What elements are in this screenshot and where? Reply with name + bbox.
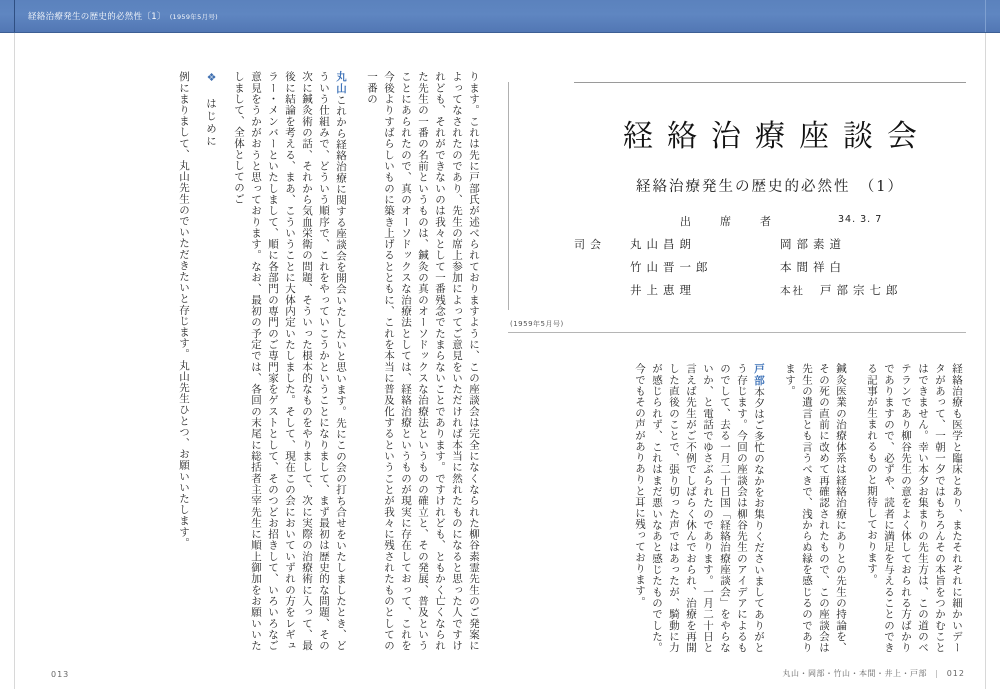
roster-role: 司会 (574, 238, 606, 251)
left-page-speech-block-1 (230, 71, 349, 651)
left-page-paragraph-tail: 例にまりまして、丸山先生のでいただきたいと存じます。丸山先生ひとつ、お願いいたします。 (178, 71, 190, 549)
title-rule-vertical (508, 82, 509, 310)
column-gap (849, 363, 863, 364)
left-page (14, 33, 500, 689)
roster-affiliation: 本社 (780, 285, 805, 297)
roster-row (574, 259, 966, 282)
article-title: 経絡治療座談会 (623, 119, 931, 154)
column-gap (349, 71, 363, 72)
session-date: 34. 3. 7 (838, 214, 883, 225)
roster-name-left: 丸山昌朗 (630, 237, 696, 251)
title-rule-bottom (508, 332, 966, 333)
issue-note: (1959年5月号) (510, 320, 564, 328)
column-gap (767, 363, 781, 364)
roster-name-left: 竹山晋一郎 (630, 260, 713, 274)
folio-left: 013 (51, 670, 70, 679)
page-header-banner (0, 0, 1000, 33)
right-page-paragraph-3: 経絡治療も医学と臨床とあり、またそれぞれに細かいデータがあって、一朝一夕ではもちろんその本旨をつかむことはできません。幸い本夕お集まりの先生方は、この道のベテランであり柳谷先生の意をよく体しておられる方ばかりでありますので、必ずや、読者に満足を与えることのできる記事が生まれるものと期待しております。 (866, 363, 963, 653)
banner-inner-frame (14, 0, 986, 32)
left-page-paragraph-1: これから経絡治療に関する座談会を開会いたしたいと思います。先にこの会の打ち合せをいたしましたとき、どういう仕組みで、どういう順序で、これをやっていこうかということになりまして、まず最初は歴史的な問題、その次に鍼灸術の話、それから気血栄衛の問題、そういった根本的なものをやりまして、次に実際の治療術に入って、最後に結論を考える、まあ、こういうことに大体内定いたしました。そして、現在この会においていずれの方をレギュラー・メンバーといたしまして、順に各部門の専門のご専門家をゲストとして、そのつどお招きして、いろいろなご意見をうかがおうと思っております。なお、最初の予定では、各回の末尾に総括者主宰先生に順上御加をお願いいたしまして、全体としてのご (233, 71, 347, 652)
section-heading-label: はじめに (205, 98, 217, 148)
right-page-speech-block (631, 363, 767, 653)
right-page-text-flow (631, 363, 965, 653)
roster-row (574, 282, 966, 305)
book-spread (0, 33, 1000, 689)
article-subtitle: 経絡治療発生の歴史的必然性 （1） (636, 179, 904, 195)
roster-name-right: 岡部素道 (780, 237, 846, 251)
diamond-ornament-icon: ❖ (205, 71, 218, 86)
roster-name-left: 井上恵理 (630, 283, 696, 297)
speaker-label-tobe: 戸部 (753, 363, 765, 387)
right-page (500, 33, 986, 689)
banner-issue-note: (1959年5月号) (169, 13, 218, 21)
roster-row (574, 236, 966, 259)
attendee-roster (574, 236, 966, 305)
banner-title: 経絡治療発生の歴史的必然性〔1〕 (28, 12, 166, 22)
banner-title-group (28, 10, 218, 22)
attendees-label: 出 席 者 (680, 215, 780, 228)
section-heading (202, 71, 220, 651)
left-page-text-flow (173, 71, 482, 651)
left-page-speech-block-2: ります。これは先に戸部氏が述べられておりますように、この座談会は完全になくなられた柳谷素霊先生のご発案によってなされたのであり、先生の席上参加によってご意見をいただければ本当に然れたものになると思った人ですけれども、それができないのは我々として一番残念でたまらないことであります。ですけれども、ともかく亡くなられた先生の一番の名前というものは、鍼灸の真のオーソドックスな治療法というものの確立と、その発展、普及ということにあられたので、真のオーソドックスな治療法としては、経絡治療というものが現実に存在しておって、これを今後よりすばらしいものに築き上げるとともに、これを本当に普及化するということが我々に残されたものとしての一番の (366, 71, 480, 651)
right-page-paragraph-1: 本夕はご多忙のなかをお集りくださいましてありがとう存じます。今回の座談会は柳谷先生のアイデアによるものでして、去る一月二十日国「経絡治療座談会」をやらないか、と電話でゆさぶられたのであります。一月二十日と言えば先生がご不例でしばらく休んでおられ、治療を再開した直後のことで、張り切った声ではあったが、騎動に力が感じられず、これはまだ悪いなあと感じたものでした。今でもその声がありありと耳に残っております。 (634, 363, 765, 654)
footer-participant-names: 丸山・岡部・竹山・本間・井上・戸部 (782, 669, 928, 678)
folio-right (783, 668, 965, 679)
roster-name-right: 本間祥白 (780, 260, 846, 274)
title-rule-top (574, 82, 966, 83)
footer-page-number: 012 (946, 669, 965, 678)
right-page-paragraph-2: 鍼灸医業の治療体系は経絡治療にありとの先生の持論を、その死の直前に改めて再確認されたもので、この座談会は先生の遺言とも言うべきで、浅からぬ縁を感じるのであります。 (784, 363, 847, 653)
speaker-label-maruyama: 丸山 (335, 71, 347, 95)
roster-name-right: 戸部宗七郎 (820, 283, 903, 297)
footer-separator: | (935, 669, 939, 678)
